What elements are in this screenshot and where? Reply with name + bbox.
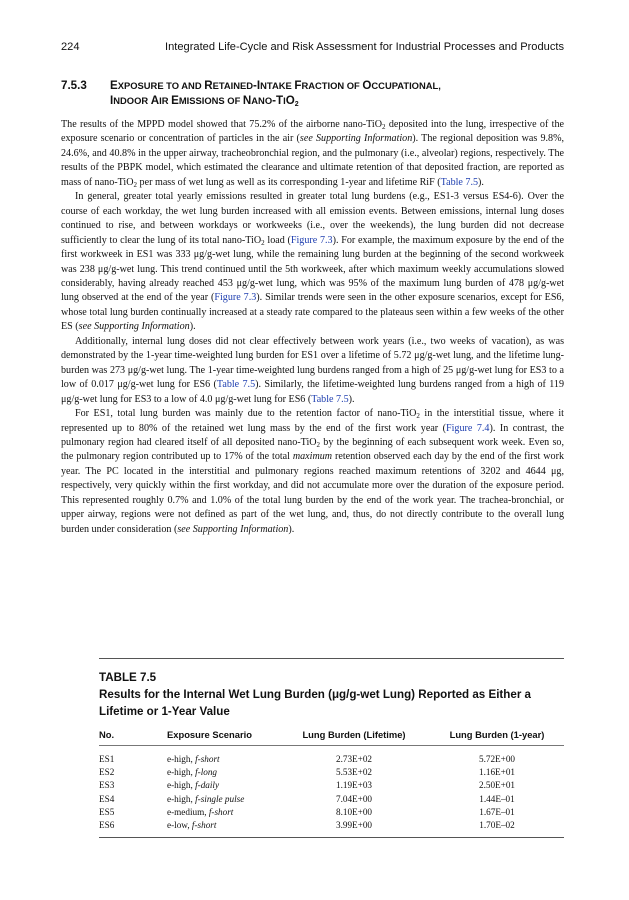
section-title — [110, 78, 441, 108]
table-cell: ES2 — [99, 767, 115, 777]
figure-link[interactable]: Figure 7.3 — [214, 292, 257, 304]
table-link[interactable]: Table 7.5 — [440, 176, 479, 188]
table-bottom-rule — [99, 837, 564, 838]
table-cell: e-high, f-short — [167, 754, 220, 764]
table-link[interactable]: Table 7.5 — [311, 393, 349, 405]
table-cell: ES4 — [99, 794, 115, 804]
table-cell: 1.44E–01 — [479, 794, 515, 804]
running-head — [61, 41, 564, 55]
table-cell: 1.67E–01 — [479, 807, 515, 817]
paragraph-1: The results of the MPPD model showed that 75.2% of the airborne nano-TiO$_2$ deposited into the lung, irrespective of the exposure scenario or concentration of particles in the air (see Supporting Information). The regional deposition was 9.8%, 24.6%, and 40.8% in the upper airway, tracheobronchial region, and the pulmonary (i.e., alveolar) regions, respectively. The results of the PBPK model, which estimated the clearance and ultimate retention of that deposited fraction, are reported as mass of nano-TiO$_2$ per mass of wet lung as well as its corresponding 1-year and lifetime RiF (Table 7.5). — [61, 119, 565, 189]
table-row — [99, 807, 564, 819]
table-cell: ES6 — [99, 820, 115, 830]
section-number: 7.5.3 — [61, 79, 87, 92]
table-cell: 8.10E+00 — [335, 807, 373, 817]
table-cell: 5.72E+00 — [478, 754, 516, 764]
table-header-row — [99, 729, 564, 741]
table-caption: Results for the Internal Wet Lung Burden (μg/g-wet Lung) Reported as Either a Lifetime or 1-Year Value — [99, 688, 532, 718]
table-cell: ES5 — [99, 807, 115, 817]
table-top-rule — [99, 658, 564, 659]
section-title-line-2: INDOOR AIR EMISSIONS OF NANO-$TIO_2$ — [110, 94, 299, 108]
table-row — [99, 754, 564, 766]
table-cell: e-medium, f-short — [167, 807, 234, 817]
paragraph-2: In general, greater total yearly emissions resulted in greater total lung burdens (e.g., ES1-3 versus ES4-6). Over the course of each workday, the wet lung burden increased with all emission events. Between emissions, internal lung doses continued to rise, and between workdays or workweeks (i.e., over the weekends), the lung burden did not decrease sufficiently to clear the lung of its total nano-TiO$_2$ load (Figure 7.3). For example, the maximum exposure by the end of the first workweek in ES1 was 333 μg/g-wet lung, while the remaining lung burden at the beginning of the second workweek was 238 μg/g-wet lung. This trend continued until the 5th workweek, after which maximum weekly accumulations slowed considerably, having already reached 453 μg/g-wet lung, which was 95% of the maximum lung burden of 478 μg/g-wet lung observed at the end of the year (Figure 7.3). Similar trends were seen in the other exposure scenarios, except for ES6, whose total lung burden continually increased at a steady rate compared to the plateaus seen within a few weeks of the other ES (see Supporting Information). — [61, 191, 565, 333]
table-cell: 1.70E–02 — [479, 820, 515, 830]
column-header: No. — [99, 729, 115, 740]
table-row — [99, 794, 564, 806]
page-number: 224 — [61, 41, 80, 53]
table-link[interactable]: Table 7.5 — [216, 379, 256, 391]
column-header: Exposure Scenario — [167, 729, 252, 740]
table-cell: e-high, f-single pulse — [167, 794, 245, 804]
table-cell: 7.04E+00 — [335, 794, 373, 804]
table-cell: e-high, f-daily — [167, 780, 220, 790]
table-cell: 3.99E+00 — [335, 820, 373, 830]
table-cell: ES1 — [99, 754, 115, 764]
table-header-rule — [99, 745, 564, 746]
table-cell: e-low, f-short — [167, 820, 217, 830]
paragraph-4: For ES1, total lung burden was mainly due to the retention factor of nano-TiO$_2$ in the interstitial tissue, where it represented up to 80% of the retained wet lung mass by the end of the first work year (Figure 7.4). In contrast, the pulmonary region had cleared itself of all deposited nano-TiO$_2$ by the beginning of each subsequent work week. Even so, the pulmonary region contributed up to 17% of the total maximum retention observed each day by the end of the first work year. The PC located in the interstitial and pulmonary regions reached maximum retentions of 3202 and 4644 μg, respectively, very quickly within the first workday, and did not accumulate more over the duration of the exposure period. This represented roughly 0.7% and 1.0% of the total lung burden by the end of the work year. The trachea-bronchial, or upper airway, regions were not defined as part of the wet lung, and, thus, do not directly contribute to the overall lung burden under consideration (see Supporting Information). — [61, 408, 565, 535]
figure-link[interactable]: Figure 7.4 — [446, 422, 490, 434]
table-cell: ES3 — [99, 780, 115, 790]
paragraph-3: Additionally, internal lung doses did not clear effectively between work years (i.e., two weeks of vacation), as was demonstrated by the 1-year time-weighted lung burden for ES1 over a lifetime of 5.72 μg/g-wet lung, and the lifetime lung-burden was 273 μg/g-wet lung. The 1-year time-weighted lung burdens ranged from a high of 25 μg/g-wet lung for ES3 to a low of 0.017 μg/g-wet lung for ES6 (Table 7.5). Similarly, the lifetime-weighted lung burdens ranged from a high of 119 μg/g-wet lung for ES3 to a low of 4.0 μg/g-wet lung for ES6 (Table 7.5). — [61, 335, 564, 405]
table-cell: 1.16E+01 — [478, 767, 516, 777]
column-header: Lung Burden (Lifetime) — [302, 729, 406, 740]
table-cell: 1.19E+03 — [335, 780, 373, 790]
table-cell: 2.50E+01 — [478, 780, 516, 790]
table-cell: 2.73E+02 — [335, 754, 373, 764]
book-title: Integrated Life-Cycle and Risk Assessment for Industrial Processes and Products — [165, 41, 564, 53]
column-header: Lung Burden (1-year) — [449, 729, 545, 740]
table-row — [99, 780, 564, 792]
table-cell: 5.53E+02 — [335, 767, 373, 777]
section-title-line-1: EXPOSURE TO AND RETAINED-INTAKE FRACTION OF OCCUPATIONAL, — [110, 79, 441, 92]
figure-link[interactable]: Figure 7.3 — [290, 234, 333, 246]
table-cell: e-high, f-long — [167, 767, 218, 777]
table-row — [99, 767, 564, 779]
table-label: TABLE 7.5 — [99, 671, 157, 684]
body-text — [61, 118, 564, 537]
table-row — [99, 820, 564, 832]
